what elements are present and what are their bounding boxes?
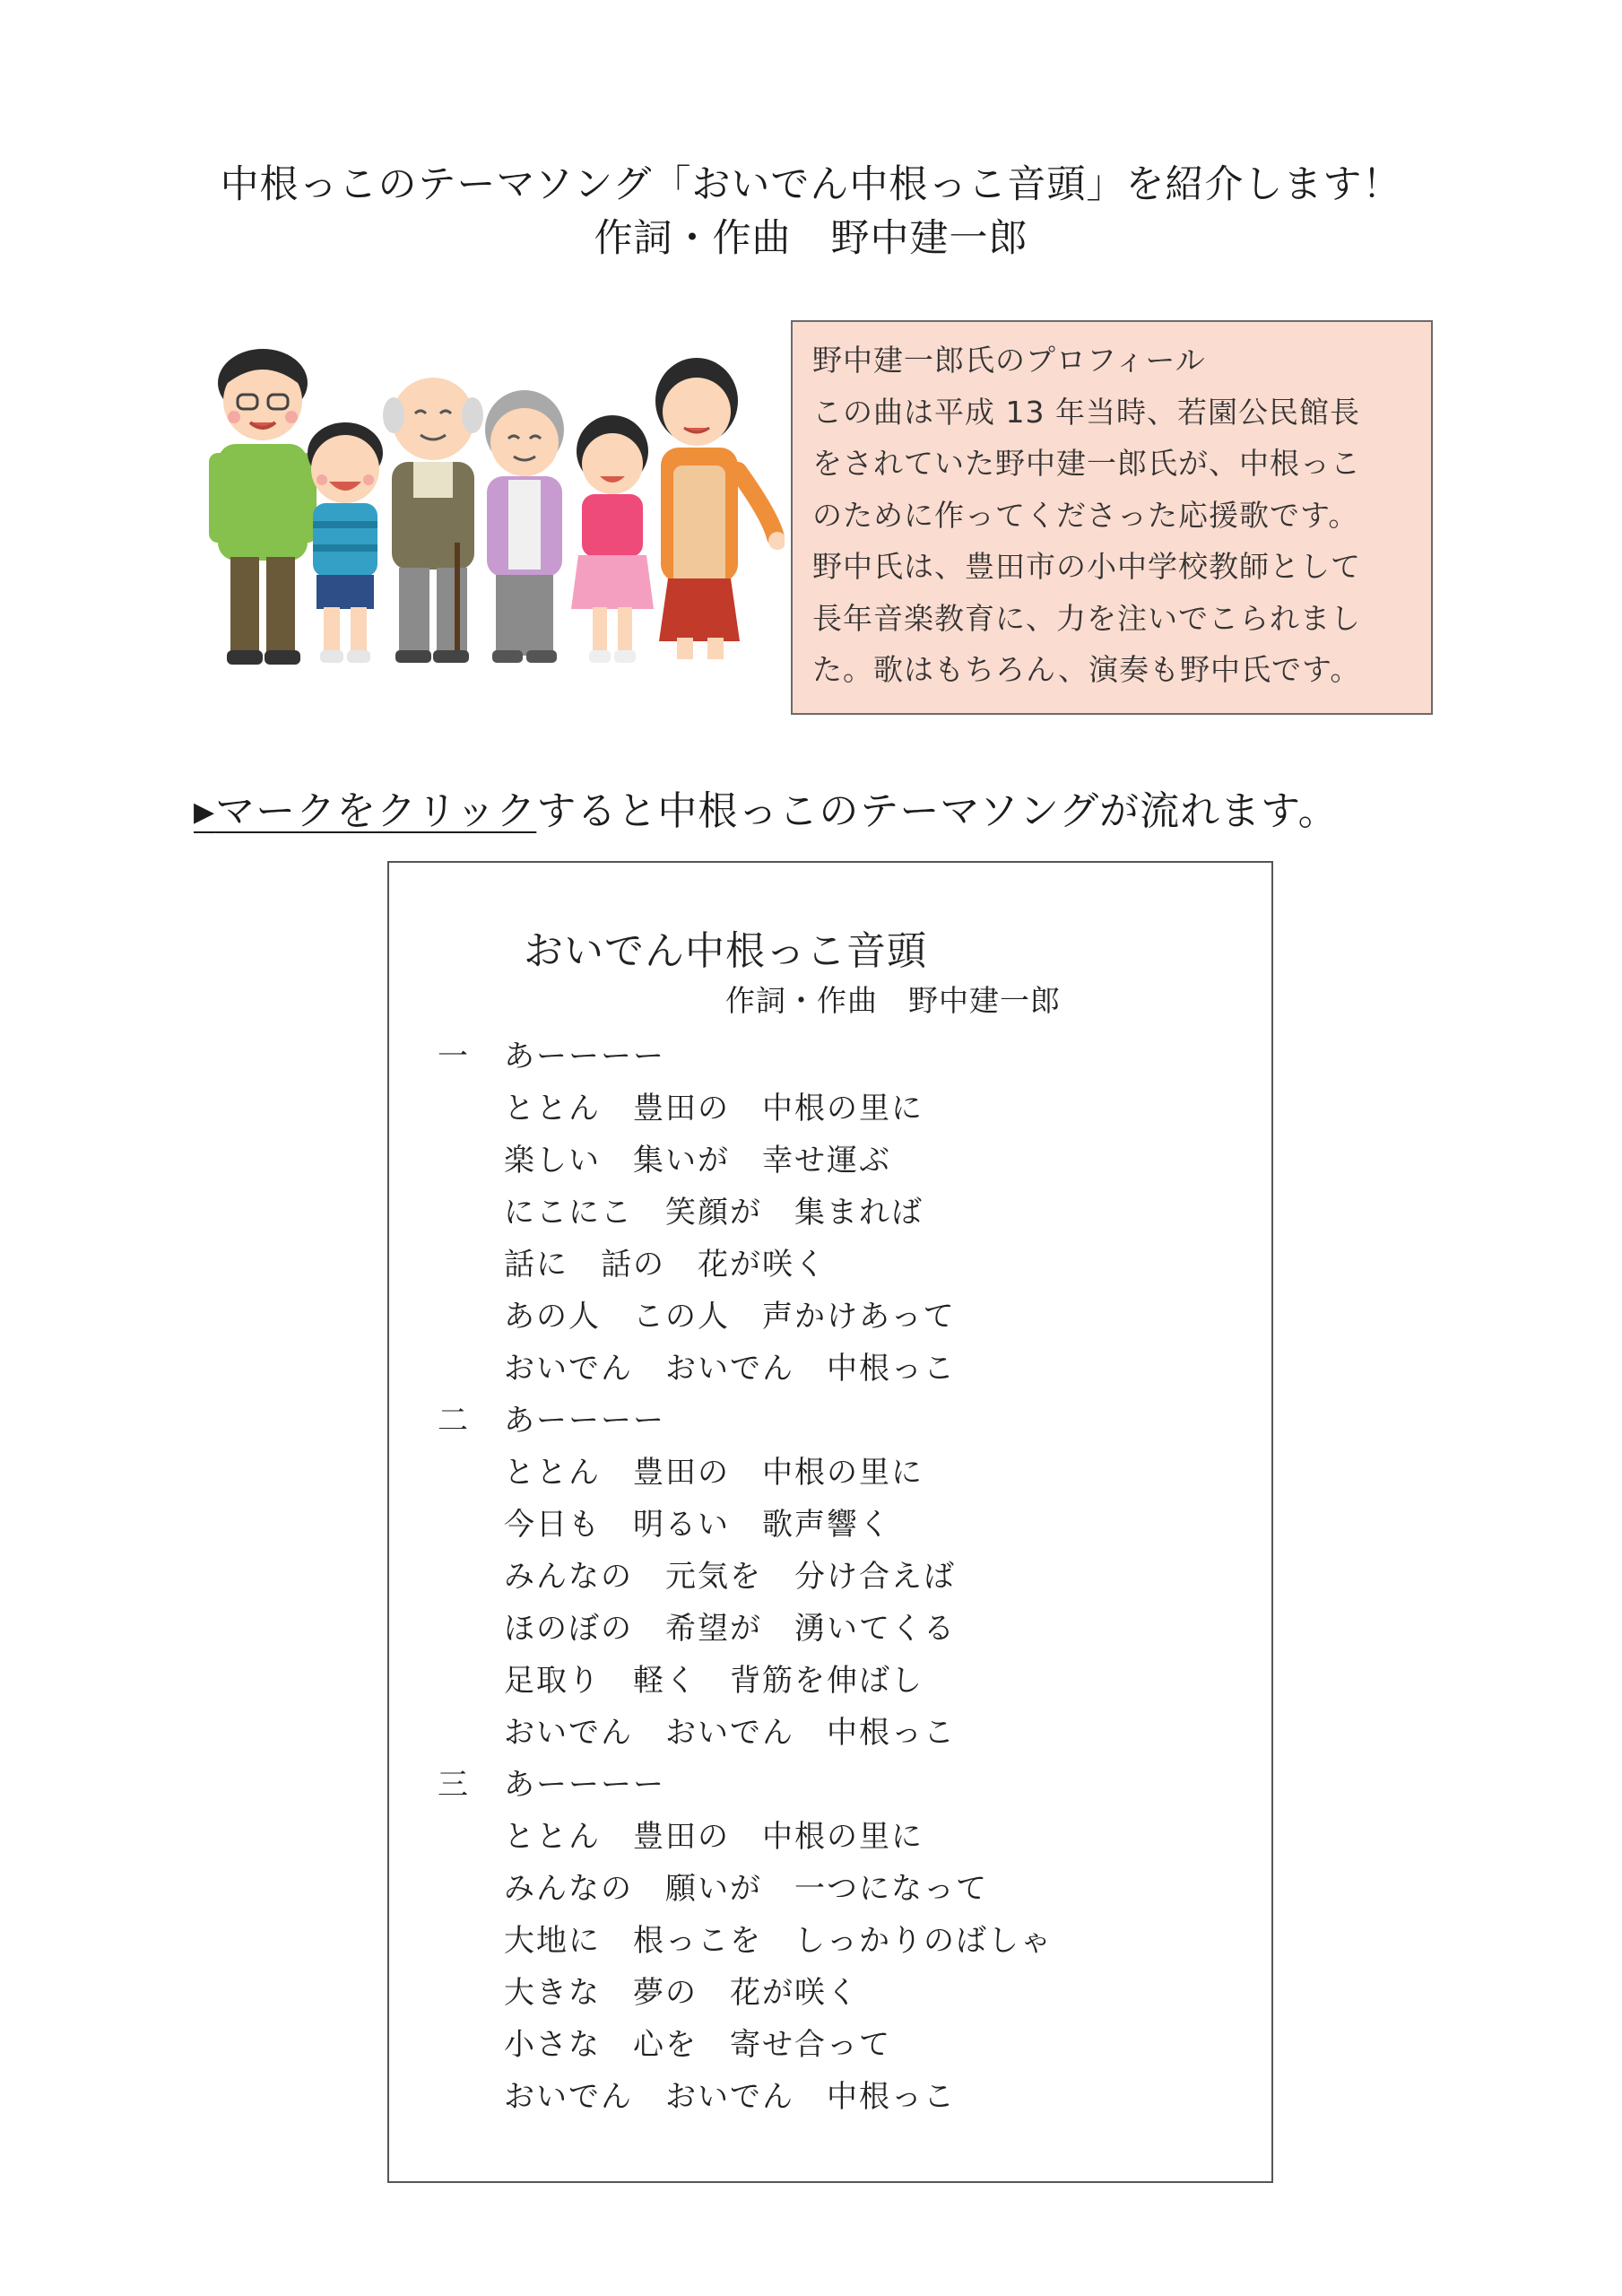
lyric-line: ととん 豊田の 中根の里に (504, 1819, 924, 1855)
lyric-line: あーーーー (504, 1039, 665, 1074)
lyric-line: おいでん おいでん 中根っこ (504, 1715, 956, 1751)
grandfather-figure (383, 378, 483, 663)
play-link[interactable] (194, 788, 536, 834)
lyric-line: 今日も 明るい 歌声響く (504, 1507, 891, 1543)
play-instruction-rest: すると中根っこのテーマソングが流れます。 (536, 788, 1339, 834)
lyric-line: みんなの 元気を 分け合えば (504, 1559, 956, 1595)
verse-number: 三 (438, 1767, 468, 1803)
family-illustration-icon (202, 345, 785, 677)
lyrics-box (387, 861, 1273, 2183)
verse-number: 二 (438, 1403, 468, 1439)
lyric-line: 楽しい 集いが 幸せ運ぶ (504, 1143, 891, 1178)
play-link-text[interactable]: マークをクリック (215, 788, 537, 834)
mother-figure (655, 358, 785, 659)
song-title: おいでん中根っこ音頭 (524, 928, 927, 974)
play-triangle-icon[interactable]: ▶ (194, 796, 216, 828)
profile-line: この曲は平成 13 年当時、若園公民館長 (812, 394, 1360, 430)
verse-number: 一 (438, 1039, 468, 1074)
lyric-line: あの人 この人 声かけあって (504, 1299, 956, 1335)
lyric-line: ほのぼの 希望が 湧いてくる (504, 1611, 956, 1647)
profile-line: のために作ってくださった応援歌です。 (812, 497, 1359, 533)
lyric-line: おいでん おいでん 中根っこ (504, 1351, 956, 1387)
lyric-line: あーーーー (504, 1767, 665, 1803)
grandmother-figure (485, 390, 564, 663)
lyric-line: 小さな 心を 寄せ合って (504, 2027, 891, 2063)
lyric-line: 足取り 軽く 背筋を伸ばし (504, 1663, 924, 1699)
girl-figure (571, 415, 654, 663)
profile-line: 長年音楽教育に、力を注いでこられまし (812, 600, 1361, 636)
lyric-line: 話に 話の 花が咲く (504, 1247, 827, 1283)
song-credit: 作詞・作曲 野中建一郎 (725, 983, 1061, 1018)
page-credit: 作詞・作曲 野中建一郎 (594, 216, 1028, 261)
lyric-line: ととん 豊田の 中根の里に (504, 1091, 924, 1126)
profile-line: た。歌はもちろん、演奏も野中氏です。 (812, 652, 1361, 687)
lyric-line: 大きな 夢の 花が咲く (504, 1975, 859, 2011)
lyric-line: あーーーー (504, 1403, 665, 1439)
boy-figure (308, 422, 383, 663)
lyric-line: おいでん おいでん 中根っこ (504, 2079, 956, 2115)
profile-line: 野中氏は、豊田市の小中学校教師として (812, 549, 1361, 584)
lyric-line: ととん 豊田の 中根の里に (504, 1455, 924, 1491)
lyric-line: にこにこ 笑顔が 集まれば (504, 1195, 924, 1231)
page-title: 中根っこのテーマソング「おいでん中根っこ音頭」を紹介します！ (220, 162, 1402, 207)
profile-line: をされていた野中建一郎氏が、中根っこ (812, 446, 1361, 481)
profile-box (791, 320, 1433, 715)
play-instruction (194, 778, 1339, 836)
lyric-line: 大地に 根っこを しっかりのばしゃ (504, 1923, 1053, 1959)
lyric-line: みんなの 願いが 一つになって (504, 1871, 988, 1907)
profile-heading: 野中建一郎氏のプロフィール (812, 343, 1206, 378)
father-figure (209, 349, 317, 665)
